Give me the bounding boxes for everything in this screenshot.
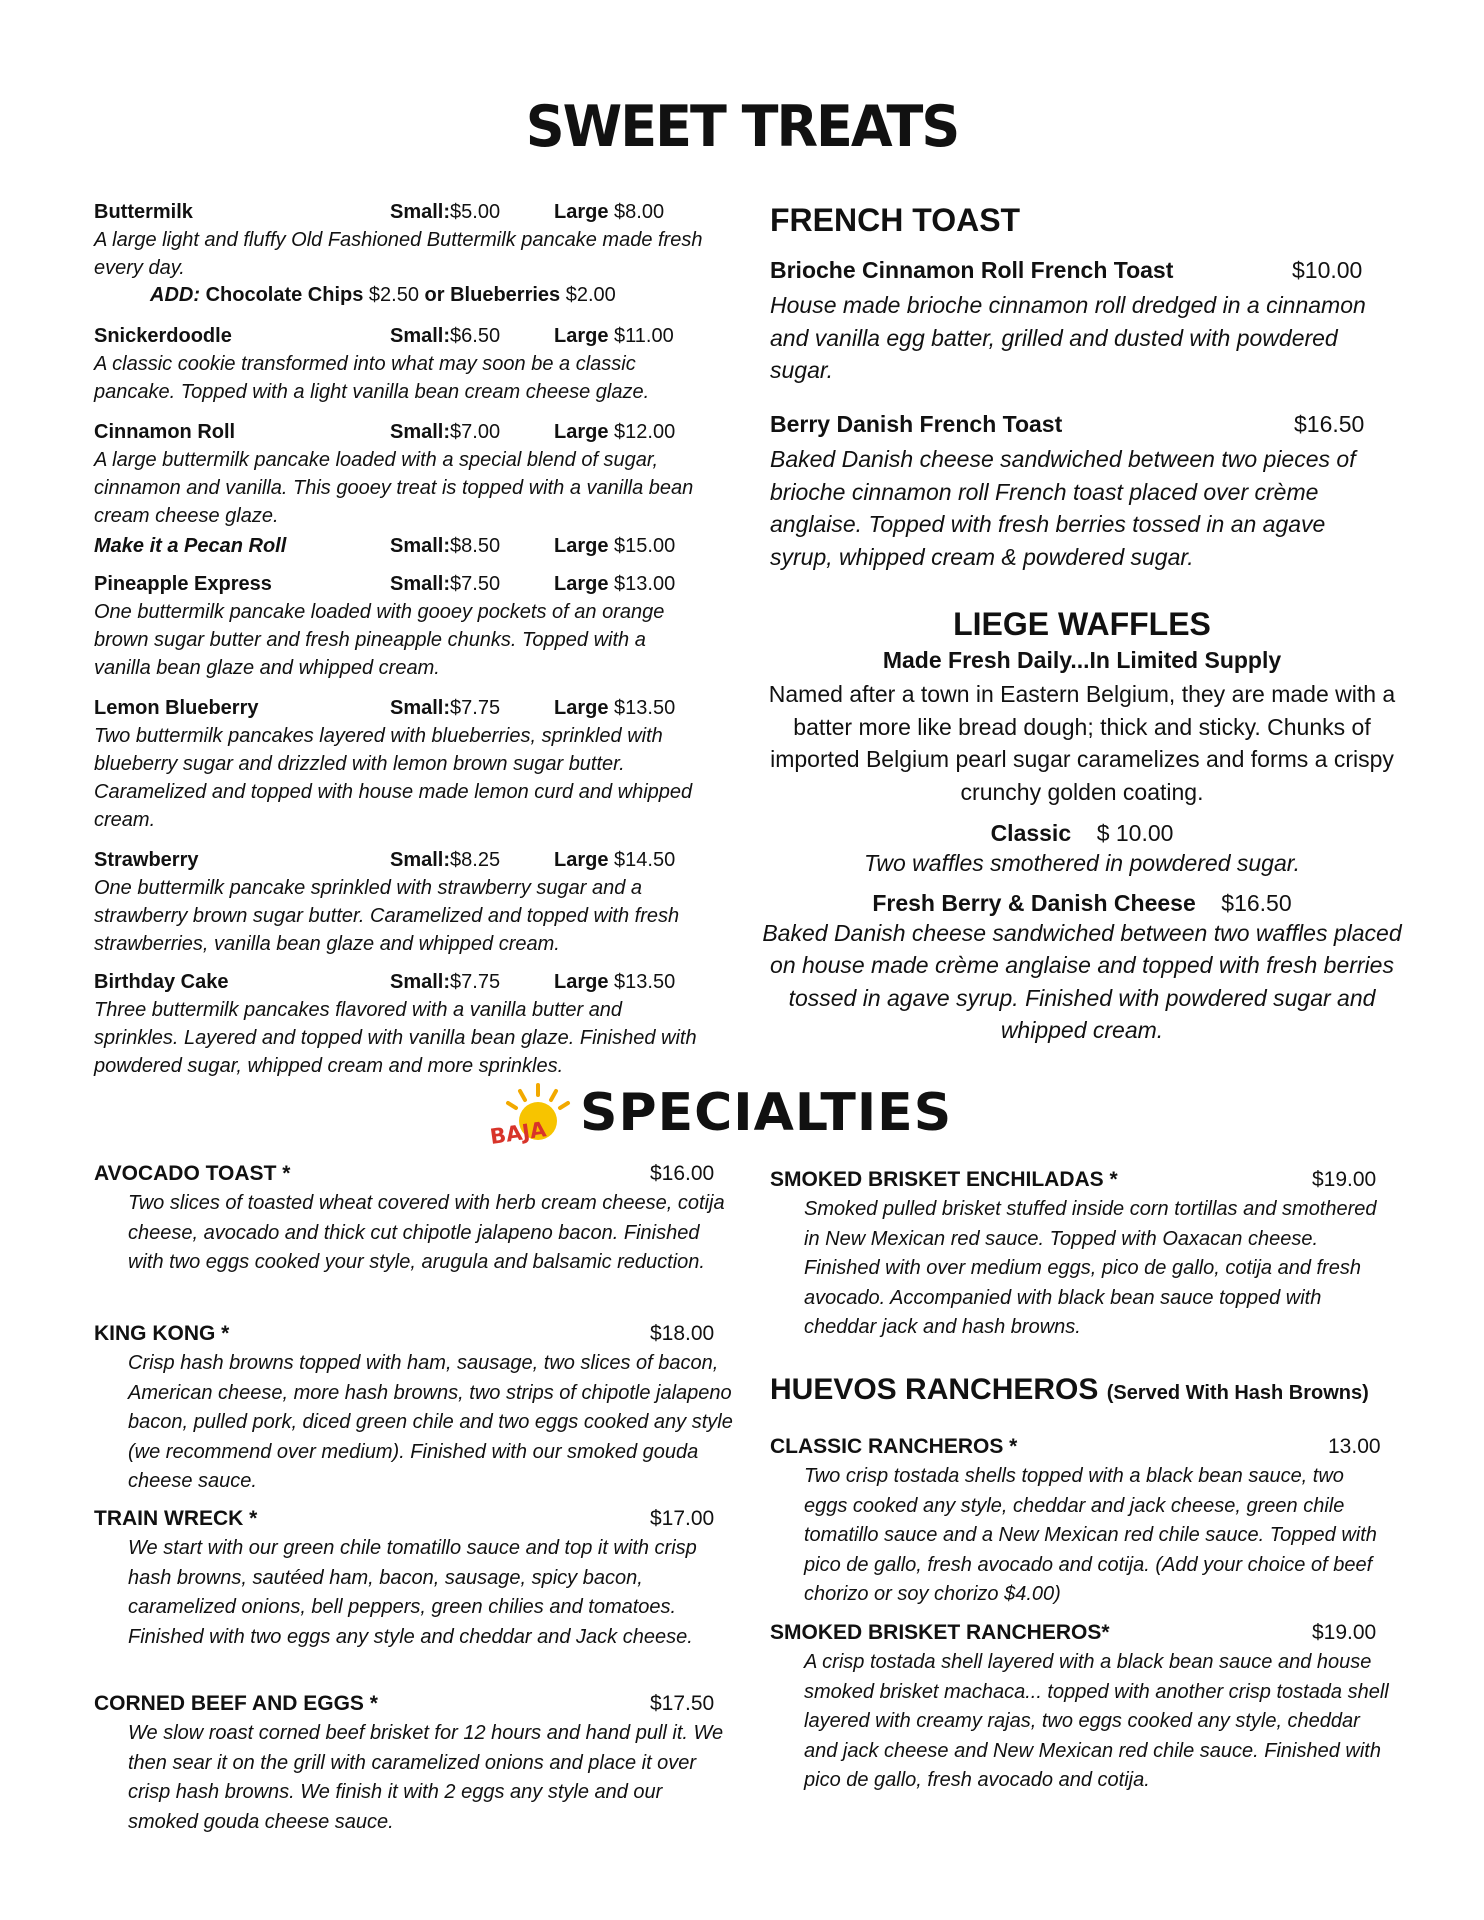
item-price: $18.00	[650, 1322, 715, 1345]
item-price: $ 10.00	[1096, 820, 1174, 846]
item-price: $16.50	[1294, 411, 1365, 437]
addon-chips: Chocolate Chips	[205, 284, 364, 306]
item-name: Fresh Berry & Danish Cheese	[872, 889, 1196, 916]
item-desc: Two buttermilk pancakes layered with blueberries, sprinkled with blueberry sugar and drizzled with lemon brown sugar butter. Caramelized and topped with house made lemon curd and whipped cream.	[94, 725, 693, 831]
item-name: Brioche Cinnamon Roll French Toast	[770, 257, 1174, 283]
item-desc: A large buttermilk pancake loaded with a special blend of sugar, cinnamon and vanilla. This gooey treat is topped with a vanilla bean cream cheese glaze.	[94, 449, 694, 527]
large-label: Large	[554, 201, 609, 223]
small-label: Small:	[390, 535, 451, 557]
item-name: Snickerdoodle	[94, 325, 232, 347]
small-price: $7.75	[450, 971, 501, 993]
item-name: TRAIN WRECK *	[94, 1507, 258, 1530]
pancake-item	[94, 532, 704, 560]
specialty-item	[94, 1159, 734, 1278]
item-name: Make it a Pecan Roll	[94, 535, 287, 557]
large-label: Large	[554, 849, 609, 871]
item-desc: One buttermilk pancake sprinkled with strawberry sugar and a strawberry brown sugar butter. Caramelized and topped with fresh strawberries, vanilla bean glaze and whipped cream.	[94, 877, 680, 955]
item-desc: Two waffles smothered in powdered sugar.	[864, 850, 1300, 876]
item-price: $19.00	[1312, 1621, 1377, 1644]
item-name: Buttermilk	[94, 201, 193, 223]
french-toast-item	[770, 257, 1390, 387]
baja-logo-icon	[486, 1083, 576, 1149]
large-label: Large	[554, 535, 609, 557]
large-label: Large	[554, 421, 609, 443]
pancake-item	[94, 198, 704, 282]
specialty-item	[94, 1319, 734, 1497]
item-desc: Baked Danish cheese sandwiched between two waffles placed on house made crème anglaise and topped with fresh berries tossed in agave syrup. Finished with powdered sugar and whipped cream.	[762, 919, 1402, 1043]
liege-subtitle: Made Fresh Daily...In Limited Supply	[882, 647, 1282, 673]
small-price: $6.50	[450, 325, 501, 347]
specialties-heading: SPECIALTIES	[580, 1083, 953, 1143]
large-price: $13.50	[614, 697, 676, 719]
item-desc: House made brioche cinnamon roll dredged in a cinnamon and vanilla egg batter, grilled and dusted with powdered sugar.	[770, 292, 1366, 383]
large-label: Large	[554, 573, 609, 595]
addon-line	[150, 284, 616, 307]
addon-blue: Blueberries	[450, 284, 561, 306]
item-name: Classic	[990, 820, 1072, 846]
small-price: $8.50	[450, 535, 501, 557]
item-name: Cinnamon Roll	[94, 421, 236, 443]
small-label: Small:	[390, 849, 451, 871]
specialty-item	[770, 1432, 1390, 1610]
huevos-note: (Served With Hash Browns)	[1106, 1382, 1369, 1404]
liege-description: Named after a town in Eastern Belgium, they are made with a batter more like bread dough; thick and sticky. Chunks of imported Belgium pearl sugar caramelizes and forms a crispy crunchy golden coating.	[768, 681, 1396, 805]
pancake-item	[94, 968, 704, 1080]
item-price: 13.00	[1328, 1435, 1381, 1458]
item-name: AVOCADO TOAST *	[94, 1162, 291, 1185]
small-label: Small:	[390, 201, 451, 223]
liege-heading: LIEGE WAFFLES	[953, 606, 1211, 642]
liege-waffles-section	[762, 606, 1402, 1047]
item-desc: A crisp tostada shell layered with a black bean sauce and house smoked brisket machaca... topped with another crisp tostada shell layered with creamy rajas, two eggs cooked any style, cheddar and jack cheese and New Mexican red chile sauce. Finished with pico de gallo, fresh avocado and cotija.	[804, 1651, 1389, 1791]
item-desc: Crisp hash browns topped with ham, sausage, two slices of bacon, American cheese, more hash browns, two strips of chipotle jalapeno bacon, pulled pork, diced green chile and two eggs cooked any style (we recommend over medium). Finished with our smoked gouda cheese sauce.	[128, 1352, 733, 1492]
item-name: SMOKED BRISKET RANCHEROS*	[770, 1621, 1110, 1644]
small-price: $7.75	[450, 697, 501, 719]
specialty-item	[94, 1504, 734, 1652]
item-desc: Two crisp tostada shells topped with a black bean sauce, two eggs cooked any style, cheddar and jack cheese, green chile tomatillo sauce and a New Mexican red chile sauce. Topped with pico de gallo, fresh avocado and cotija. (Add your choice of beef chorizo or soy chorizo $4.00)	[804, 1465, 1377, 1605]
item-name: CORNED BEEF AND EGGS *	[94, 1692, 378, 1715]
classic-waffle-line	[762, 820, 1402, 847]
item-name: Birthday Cake	[94, 971, 229, 993]
small-price: $7.50	[450, 573, 501, 595]
pancake-item	[94, 570, 704, 682]
large-label: Large	[554, 697, 609, 719]
item-desc: Baked Danish cheese sandwiched between two pieces of brioche cinnamon roll French toast placed over crème anglaise. Topped with fresh berries tossed in an agave syrup, whipped cream & powdered sugar.	[770, 446, 1356, 570]
large-price: $13.50	[614, 971, 676, 993]
item-desc: One buttermilk pancake loaded with gooey pockets of an orange brown sugar butter and fresh pineapple chunks. Topped with a vanilla bean glaze and whipped cream.	[94, 601, 665, 679]
large-price: $12.00	[614, 421, 676, 443]
small-price: $8.25	[450, 849, 501, 871]
large-label: Large	[554, 971, 609, 993]
huevos-title: HUEVOS RANCHEROS	[770, 1373, 1099, 1406]
item-price: $19.00	[1312, 1168, 1377, 1191]
item-desc: We start with our green chile tomatillo sauce and top it with crisp hash browns, sautéed ham, bacon, sausage, spicy bacon, caramelized onions, bell peppers, green chilies and tomatoes. Finished with two eggs any style and cheddar and Jack cheese.	[128, 1537, 697, 1648]
addon-blue-price: $2.00	[565, 284, 616, 306]
baja-logo-text: BAJA	[488, 1117, 548, 1149]
large-price: $13.00	[614, 573, 676, 595]
small-label: Small:	[390, 971, 451, 993]
item-name: Pineapple Express	[94, 573, 272, 595]
specialty-item	[770, 1165, 1390, 1343]
item-name: KING KONG *	[94, 1322, 230, 1345]
item-desc: Smoked pulled brisket stuffed inside corn tortillas and smothered in New Mexican red sauce. Topped with Oaxacan cheese. Finished with over medium eggs, pico de gallo, cotija and fresh avocado. Accompanied with black bean sauce topped with cheddar jack and hash browns.	[804, 1198, 1377, 1338]
french-toast-item	[770, 411, 1390, 573]
item-desc: A classic cookie transformed into what may soon be a classic pancake. Topped with a light vanilla bean cream cheese glaze.	[94, 353, 650, 403]
addon-chips-price: $2.50	[368, 284, 419, 306]
item-name: Strawberry	[94, 849, 199, 871]
item-desc: We slow roast corned beef brisket for 12 hours and hand pull it. We then sear it on the grill with caramelized onions and place it over crisp hash browns. We finish it with 2 eggs any style and our smoked gouda cheese sauce.	[128, 1722, 724, 1833]
item-price: $16.00	[650, 1162, 715, 1185]
large-price: $11.00	[614, 325, 674, 347]
french-toast-heading: FRENCH TOAST	[770, 202, 1021, 238]
item-desc: Two slices of toasted wheat covered with herb cream cheese, cotija cheese, avocado and thick cut chipotle jalapeno bacon. Finished with two eggs cooked your style, arugula and balsamic reduction.	[128, 1192, 725, 1273]
page-title: SWEET TREATS	[525, 93, 959, 160]
item-name: Lemon Blueberry	[94, 697, 259, 719]
pancake-item	[94, 846, 704, 958]
small-label: Small:	[390, 325, 451, 347]
large-label: Large	[554, 325, 609, 347]
specialty-item	[770, 1618, 1390, 1796]
item-desc: Three buttermilk pancakes flavored with a vanilla butter and sprinkles. Layered and topped with vanilla bean glaze. Finished with powdered sugar, whipped cream and more sprinkles.	[94, 999, 697, 1077]
pancake-item	[94, 322, 704, 406]
pancake-item	[94, 694, 704, 834]
large-price: $14.50	[614, 849, 676, 871]
small-label: Small:	[390, 697, 451, 719]
small-price: $7.00	[450, 421, 501, 443]
item-price: $17.00	[650, 1507, 715, 1530]
large-price: $15.00	[614, 535, 676, 557]
small-label: Small:	[390, 421, 451, 443]
addon-label: ADD:	[150, 284, 200, 306]
berry-waffle-line	[762, 890, 1402, 917]
huevos-rancheros-heading	[770, 1373, 1369, 1407]
item-price: $10.00	[1292, 257, 1363, 283]
item-name: SMOKED BRISKET ENCHILADAS *	[770, 1168, 1118, 1191]
item-desc: A large light and fluffy Old Fashioned Buttermilk pancake made fresh every day.	[94, 229, 703, 279]
specialty-item	[94, 1689, 734, 1837]
item-price: $17.50	[650, 1692, 715, 1715]
item-price: $16.50	[1221, 889, 1292, 916]
pancake-item	[94, 418, 704, 530]
small-label: Small:	[390, 573, 451, 595]
large-price: $8.00	[614, 201, 665, 223]
addon-or: or	[424, 284, 445, 306]
item-name: Berry Danish French Toast	[770, 411, 1063, 437]
small-price: $5.00	[450, 201, 501, 223]
item-name: CLASSIC RANCHEROS *	[770, 1435, 1018, 1458]
